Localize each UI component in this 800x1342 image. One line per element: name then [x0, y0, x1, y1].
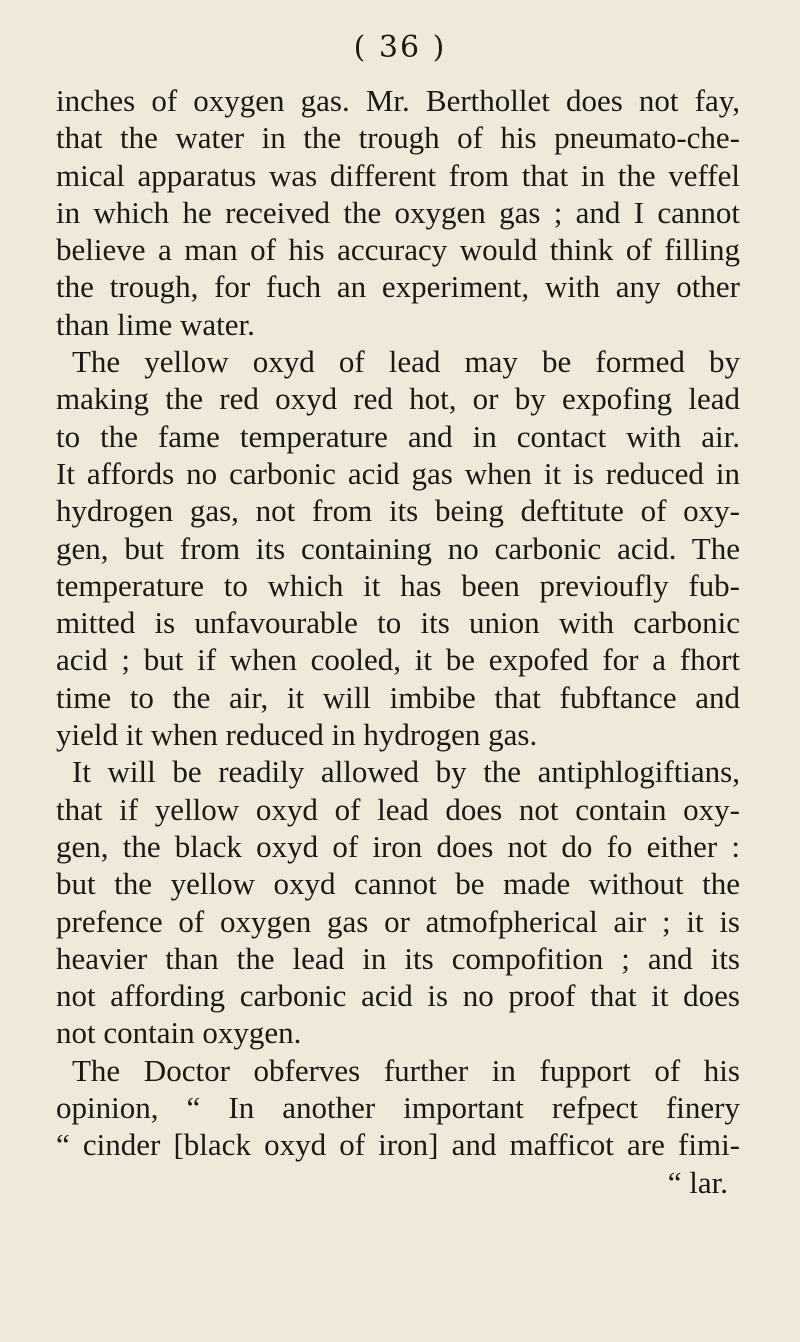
text-line: mitted is unfavourable to its union with carbonic	[56, 605, 740, 641]
text-line: time to the air, it will imbibe that fubftance and	[56, 679, 740, 715]
text-line: temperature to which it has been previoufly fub-	[56, 567, 740, 603]
text-line: The yellow oxyd of lead may be formed by	[72, 344, 740, 380]
text-line: inches of oxygen gas. Mr. Berthollet does not fay,	[56, 83, 740, 118]
text-line: to the fame temperature and in contact with air.	[56, 418, 740, 454]
catchword: “ lar.	[667, 1164, 728, 1200]
text-line: not contain oxygen.	[56, 1015, 302, 1051]
text-line: yield it when reduced in hydrogen gas.	[56, 717, 538, 753]
text-line: not affording carbonic acid is no proof that it does	[56, 978, 740, 1014]
text-line: but the yellow oxyd cannot be made without the	[56, 866, 740, 902]
body-text	[56, 82, 740, 1201]
text-line: believe a man of his accuracy would think of filling	[56, 232, 740, 268]
text-line: prefence of oxygen gas or atmofpherical air ; it is	[56, 903, 740, 939]
text-line: that if yellow oxyd of lead does not contain oxy-	[56, 791, 740, 827]
text-line: opinion, “ In another important refpect finery	[56, 1090, 740, 1126]
text-line: hydrogen gas, not from its being deftitute of oxy-	[56, 493, 740, 529]
text-line: It affords no carbonic acid gas when it is reduced in	[56, 455, 740, 491]
text-line: that the water in the trough of his pneumato-che-	[56, 120, 740, 156]
text-line: in which he received the oxygen gas ; and I cannot	[56, 194, 740, 230]
text-line: acid ; but if when cooled, it be expofed for a fhort	[56, 642, 740, 678]
text-line: making the red oxyd red hot, or by expofing lead	[56, 381, 740, 417]
text-line: mical apparatus was different from that in the veffel	[56, 157, 740, 193]
text-line: gen, but from its containing no carbonic acid. The	[56, 530, 740, 566]
text-line: “ cinder [black oxyd of iron] and mafficot are fimi-	[56, 1127, 740, 1163]
text-line: heavier than the lead in its compofition ; and its	[56, 940, 740, 976]
text-line: than lime water.	[56, 306, 255, 342]
text-line: It will be readily allowed by the antiphlogiftians,	[72, 754, 740, 790]
text-line: the trough, for fuch an experiment, with any other	[56, 269, 740, 305]
page-number: ( 36 )	[353, 30, 447, 65]
text-line: gen, the black oxyd of iron does not do fo either :	[56, 828, 740, 864]
text-line: The Doctor obferves further in fupport of his	[72, 1052, 740, 1088]
